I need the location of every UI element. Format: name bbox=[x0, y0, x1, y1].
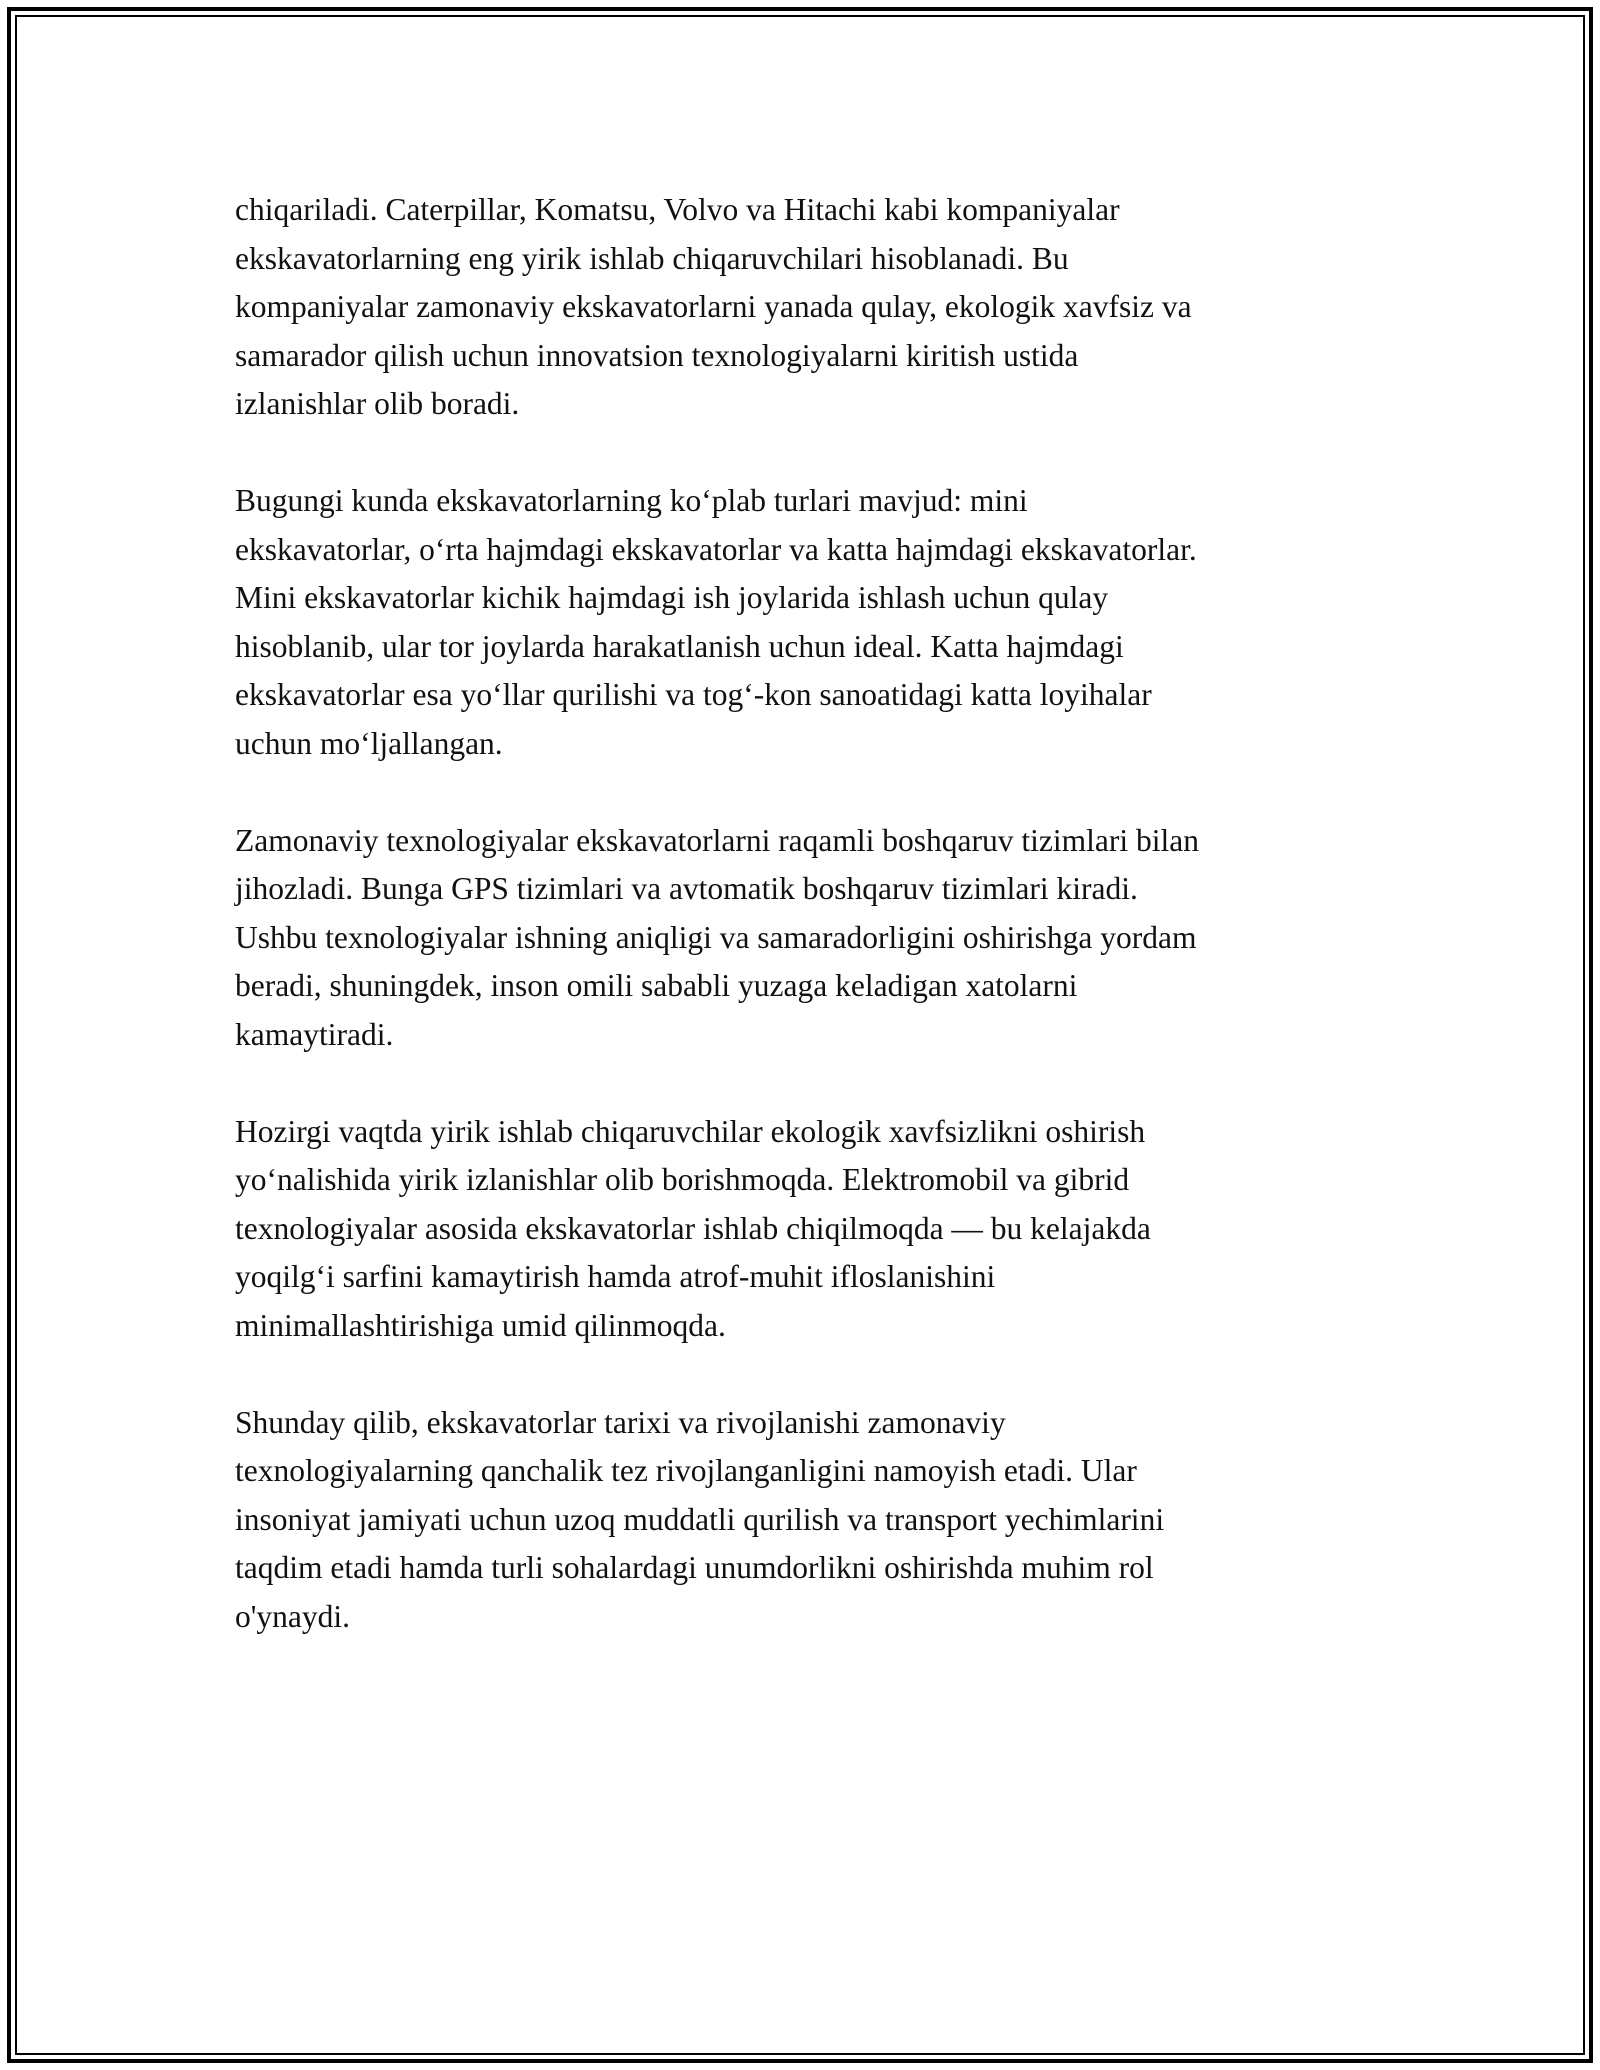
text-line: hisoblanib, ular tor joylarda harakatlanish uchun ideal. Katta hajmdagi bbox=[235, 628, 1124, 664]
paragraph-4 bbox=[235, 1108, 1385, 1351]
text-line: minimallashtirishiga umid qilinmoqda. bbox=[235, 1307, 726, 1343]
text-line: kompaniyalar zamonaviy ekskavatorlarni yanada qulay, ekologik xavfsiz va bbox=[235, 289, 1192, 324]
text-line: izlanishlar olib boradi. bbox=[235, 386, 520, 421]
text-line: texnologiyalarning qanchalik tez rivojlanganligini namoyish etadi. Ular bbox=[235, 1453, 1137, 1488]
text-line: chiqariladi. Caterpillar, Komatsu, Volvo va Hitachi kabi kompaniyalar bbox=[235, 192, 1120, 227]
text-line: ekskavatorlarning eng yirik ishlab chiqaruvchilari hisoblanadi. Bu bbox=[235, 240, 1069, 276]
text-line: texnologiyalar asosida ekskavatorlar ishlab chiqilmoqda — bu kelajakda bbox=[235, 1210, 1151, 1246]
text-line: taqdim etadi hamda turli sohalardagi unumdorlikni oshirishda muhim rol bbox=[235, 1550, 1154, 1585]
paragraph-1 bbox=[235, 186, 1385, 429]
text-line: uchun mo‘ljallangan. bbox=[235, 725, 503, 761]
text-line: Mini ekskavatorlar kichik hajmdagi ish joylarida ishlash uchun qulay bbox=[235, 580, 1109, 615]
text-line: Ushbu texnologiyalar ishning aniqligi va samaradorligini oshirishga yordam bbox=[235, 919, 1197, 955]
text-line: o'ynaydi. bbox=[235, 1598, 351, 1634]
text-line: ekskavatorlar, o‘rta hajmdagi ekskavatorlar va katta hajmdagi ekskavatorlar. bbox=[235, 531, 1197, 567]
text-line: Shunday qilib, ekskavatorlar tarixi va rivojlanishi zamonaviy bbox=[235, 1404, 1006, 1440]
text-line: beradi, shuningdek, inson omili sababli yuzaga keladigan xatolarni bbox=[235, 968, 1078, 1003]
text-line: ekskavatorlar esa yo‘llar qurilishi va tog‘-kon sanoatidagi katta loyihalar bbox=[235, 677, 1152, 712]
text-line: Zamonaviy texnologiyalar ekskavatorlarni raqamli boshqaruv tizimlari bilan bbox=[235, 822, 1199, 858]
paragraph-3 bbox=[235, 817, 1385, 1060]
text-line: Bugungi kunda ekskavatorlarning ko‘plab turlari mavjud: mini bbox=[235, 483, 1028, 518]
text-line: yo‘nalishida yirik izlanishlar olib borishmoqda. Elektromobil va gibrid bbox=[235, 1162, 1130, 1197]
document-body bbox=[235, 186, 1385, 1690]
text-line: jihozladi. Bunga GPS tizimlari va avtomatik boshqaruv tizimlari kiradi. bbox=[235, 871, 1138, 906]
text-line: Hozirgi vaqtda yirik ishlab chiqaruvchilar ekologik xavfsizlikni oshirish bbox=[235, 1113, 1146, 1149]
text-line: kamaytiradi. bbox=[235, 1016, 394, 1052]
paragraph-2 bbox=[235, 477, 1385, 768]
text-line: yoqilg‘i sarfini kamaytirish hamda atrof-muhit ifloslanishini bbox=[235, 1259, 996, 1294]
paragraph-5 bbox=[235, 1399, 1385, 1642]
text-line: insoniyat jamiyati uchun uzoq muddatli qurilish va transport yechimlarini bbox=[235, 1501, 1165, 1537]
text-line: samarador qilish uchun innovatsion texnologiyalarni kiritish ustida bbox=[235, 337, 1079, 373]
